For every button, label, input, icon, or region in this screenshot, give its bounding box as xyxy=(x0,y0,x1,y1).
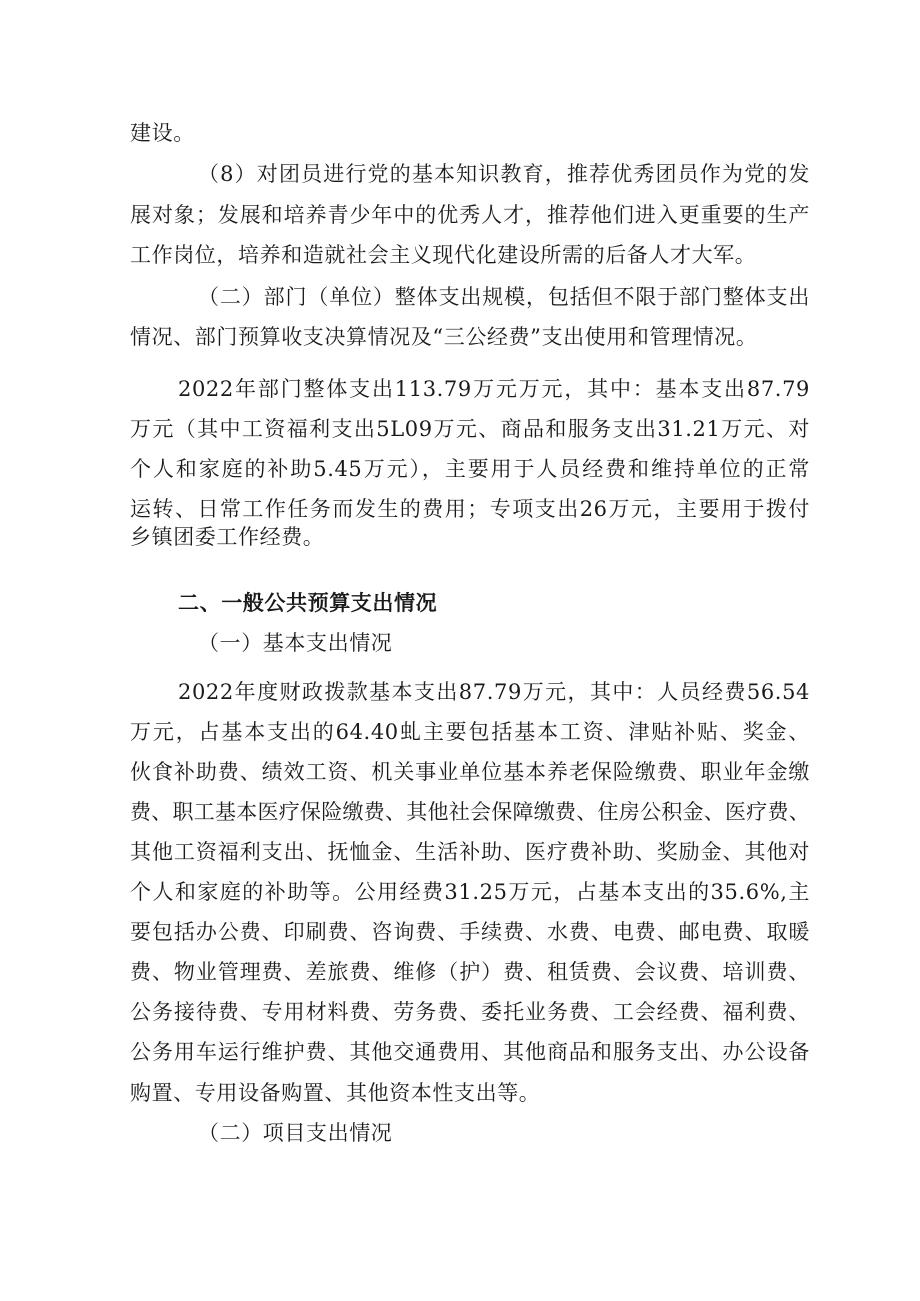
paragraph-line: 公务用车运行维护费、其他交通费用、其他商品和服务支出、办公设备 xyxy=(130,1040,810,1064)
paragraph-line: 其他工资福利支出、抚恤金、生活补助、医疗费补助、奖励金、其他对 xyxy=(130,840,810,864)
paragraph-line: 乡镇团委工作经费。 xyxy=(130,525,325,549)
paragraph-line: 费、物业管理费、差旅费、维修（护）费、租赁费、会议费、培训费、 xyxy=(130,960,810,984)
paragraph-line: 建设。 xyxy=(130,121,195,145)
paragraph-line: （8）对团员进行党的基本知识教育，推荐优秀团员作为党的发 xyxy=(198,162,810,186)
subsection-heading: （一）基本支出情况 xyxy=(198,631,393,655)
paragraph-line: 运转、日常工作任务而发生的费用；专项支出26万元，主要用于拨付 xyxy=(130,497,810,521)
paragraph-line: 公务接待费、专用材料费、劳务费、委托业务费、工会经费、福利费、 xyxy=(130,1000,810,1024)
paragraph-line: 伙食补助费、绩效工资、机关事业单位基本养老保险缴费、职业年金缴 xyxy=(130,760,810,784)
paragraph-line: 个人和家庭的补助等。公用经费31.25万元，占基本支出的35.6%,主 xyxy=(130,880,810,904)
paragraph-line: （二）部门（单位）整体支出规模，包括但不限于部门整体支出 xyxy=(198,285,810,309)
paragraph-line: 工作岗位，培养和造就社会主义现代化建设所需的后备人才大军。 xyxy=(130,243,757,267)
paragraph-line: 展对象；发展和培养青少年中的优秀人才，推荐他们进入更重要的生产 xyxy=(130,203,810,227)
paragraph-line: 费、职工基本医疗保险缴费、其他社会保障缴费、住房公积金、医疗费、 xyxy=(130,800,810,824)
paragraph-line: 2022年部门整体支出113.79万元万元，其中：基本支出87.79 xyxy=(178,377,810,401)
section-heading: 二、一般公共预算支出情况 xyxy=(178,591,438,615)
paragraph-line: 情况、部门预算收支决算情况及“三公经费”支出使用和管理情况。 xyxy=(130,325,758,349)
paragraph-line: 购置、专用设备购置、其他资本性支出等。 xyxy=(130,1081,541,1105)
paragraph-line: 个人和家庭的补助5.45万元），主要用于人员经费和维持单位的正常 xyxy=(130,457,810,481)
subsection-heading: （二）项目支出情况 xyxy=(198,1121,393,1145)
paragraph-line: 2022年度财政拨款基本支出87.79万元，其中：人员经费56.54 xyxy=(178,680,810,704)
paragraph-line: 万元（其中工资福利支出5L09万元、商品和服务支出31.21万元、对 xyxy=(130,417,810,441)
paragraph-line: 要包括办公费、印刷费、咨询费、手续费、水费、电费、邮电费、取暖 xyxy=(130,920,810,944)
paragraph-line: 万元，占基本支出的64.40虬主要包括基本工资、津贴补贴、奖金、 xyxy=(130,720,810,744)
